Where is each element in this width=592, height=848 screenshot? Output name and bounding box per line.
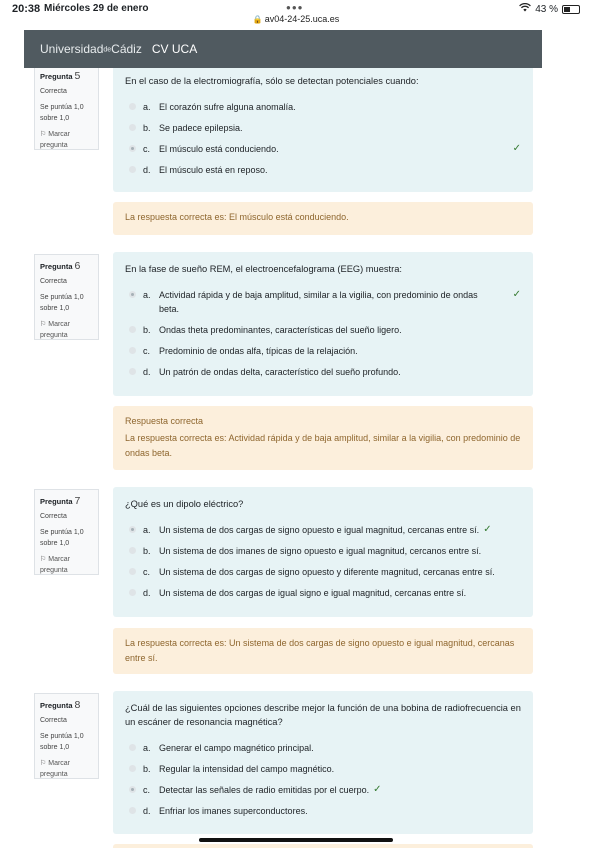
- answer-option-a[interactable]: a. El corazón sufre alguna anomalía.: [125, 100, 521, 114]
- question-number: Pregunta 6: [40, 260, 81, 272]
- question-info-5: [34, 68, 99, 150]
- answer-option-b[interactable]: b. Regular la intensidad del campo magnético.: [125, 762, 521, 776]
- question-state: Correcta: [40, 278, 67, 285]
- battery-percent: 43 %: [535, 3, 558, 15]
- radio-button-selected[interactable]: [129, 526, 136, 533]
- flag-question-link[interactable]: ⚐ Marcar pregunta: [40, 556, 71, 574]
- flag-icon: ⚐: [40, 131, 47, 138]
- answer-option-c[interactable]: c. Un sistema de dos cargas de signo opuesto y diferente magnitud, cercanas entre sí.: [125, 565, 521, 579]
- quiz-review-content: [0, 68, 592, 848]
- answer-option-d[interactable]: d. Enfriar los imanes superconductores.: [125, 804, 521, 818]
- radio-button[interactable]: [129, 547, 136, 554]
- url-text: av04-24-25.uca.es: [264, 14, 340, 24]
- answer-option-d[interactable]: d. Un sistema de dos cargas de igual signo e igual magnitud, cercanas entre sí.: [125, 586, 521, 600]
- question-info-8: [34, 693, 99, 779]
- flag-question-link[interactable]: ⚐ Marcar pregunta: [40, 760, 71, 778]
- question-grade: Se puntúa 1,0 sobre 1,0: [40, 529, 84, 547]
- radio-button[interactable]: [129, 568, 136, 575]
- multitask-dots-icon[interactable]: ●●●: [286, 3, 304, 12]
- question-grade: Se puntúa 1,0 sobre 1,0: [40, 104, 84, 122]
- check-icon: ✓: [512, 289, 521, 300]
- question-state: Correcta: [40, 88, 67, 95]
- address-bar[interactable]: [0, 14, 592, 24]
- question-box-5: [113, 68, 533, 192]
- question-number: Pregunta 7: [40, 495, 81, 507]
- answer-option-a[interactable]: a. Actividad rápida y de baja amplitud, similar a la vigilia, con predominio de ondas beta. ✓: [125, 288, 521, 316]
- answer-list: [125, 523, 521, 600]
- radio-button[interactable]: [129, 807, 136, 814]
- radio-button[interactable]: [129, 744, 136, 751]
- flag-icon: ⚐: [40, 760, 47, 767]
- feedback-title: Respuesta correcta: [125, 416, 204, 426]
- answer-option-a[interactable]: a. Generar el campo magnético principal.: [125, 741, 521, 755]
- feedback-box-6: [113, 406, 533, 470]
- answer-option-b[interactable]: b. Un sistema de dos imanes de signo opuesto e igual magnitud, cercanos entre sí.: [125, 544, 521, 558]
- answer-option-c[interactable]: c. Detectar las señales de radio emitidas por el cuerpo. ✓: [125, 783, 521, 797]
- radio-button-selected[interactable]: [129, 291, 136, 298]
- radio-button[interactable]: [129, 765, 136, 772]
- top-navbar: [24, 30, 542, 68]
- question-grade: Se puntúa 1,0 sobre 1,0: [40, 733, 84, 751]
- correct-answer-text: La respuesta correcta es: Actividad rápida y de baja amplitud, similar a la vigilia, con predominio de ondas beta.: [125, 433, 521, 458]
- correct-answer-text: La respuesta correcta es: Un sistema de dos cargas de signo opuesto e igual magnitud, cercanas entre sí.: [125, 638, 515, 663]
- site-name[interactable]: CV UCA: [151, 42, 198, 56]
- question-grade: Se puntúa 1,0 sobre 1,0: [40, 294, 84, 312]
- answer-option-c[interactable]: c. Predominio de ondas alfa, típicas de la relajación.: [125, 344, 521, 358]
- answer-option-b[interactable]: b. Ondas theta predominantes, características del sueño ligero.: [125, 323, 521, 337]
- radio-button[interactable]: [129, 589, 136, 596]
- question-box-7: [113, 487, 533, 617]
- radio-button[interactable]: [129, 124, 136, 131]
- answer-option-d[interactable]: d. Un patrón de ondas delta, característico del sueño profundo.: [125, 365, 521, 379]
- status-time: 20:38: [12, 3, 41, 15]
- question-text: En la fase de sueño REM, el electroencefalograma (EEG) muestra:: [125, 264, 402, 274]
- check-icon: ✓: [483, 524, 492, 535]
- answer-option-b[interactable]: b. Se padece epilepsia.: [125, 121, 521, 135]
- answer-option-c[interactable]: c. El músculo está conduciendo. ✓: [125, 142, 521, 156]
- question-state: Correcta: [40, 513, 67, 520]
- answer-option-d[interactable]: d. El músculo está en reposo.: [125, 163, 521, 177]
- feedback-box-7: [113, 628, 533, 674]
- status-right: [519, 3, 580, 15]
- flag-icon: ⚐: [40, 321, 47, 328]
- status-bar: [0, 0, 592, 30]
- radio-button-selected[interactable]: [129, 786, 136, 793]
- answer-option-a[interactable]: a. Un sistema de dos cargas de signo opuesto e igual magnitud, cercanas entre sí. ✓: [125, 523, 521, 537]
- question-info-6: [34, 254, 99, 340]
- question-text: ¿Qué es un dipolo eléctrico?: [125, 499, 244, 509]
- flag-question-link[interactable]: ⚐ Marcar pregunta: [40, 131, 71, 149]
- radio-button[interactable]: [129, 166, 136, 173]
- wifi-icon: [519, 3, 531, 15]
- feedback-box-8: [113, 844, 533, 848]
- question-number: Pregunta 8: [40, 699, 81, 711]
- check-icon: ✓: [512, 143, 521, 154]
- correct-answer-text: La respuesta correcta es: El músculo está conduciendo.: [125, 212, 349, 222]
- feedback-box-5: [113, 202, 533, 235]
- answer-list: [125, 741, 521, 818]
- question-box-6: [113, 252, 533, 396]
- check-icon: ✓: [373, 784, 382, 795]
- lock-icon: 🔒: [252, 15, 263, 24]
- flag-question-link[interactable]: ⚐ Marcar pregunta: [40, 321, 71, 339]
- question-number: Pregunta 5: [40, 70, 81, 82]
- answer-list: [125, 100, 521, 177]
- radio-button[interactable]: [129, 368, 136, 375]
- question-state: Correcta: [40, 717, 67, 724]
- radio-button[interactable]: [129, 326, 136, 333]
- radio-button[interactable]: [129, 347, 136, 354]
- status-date: Miércoles 29 de enero: [44, 3, 149, 14]
- question-text: En el caso de la electromiografía, sólo se detectan potenciales cuando:: [125, 76, 419, 86]
- home-indicator[interactable]: [199, 838, 393, 842]
- question-info-7: [34, 489, 99, 575]
- answer-list: [125, 288, 521, 379]
- flag-icon: ⚐: [40, 556, 47, 563]
- radio-button[interactable]: [129, 103, 136, 110]
- battery-icon: [562, 5, 580, 14]
- question-text: ¿Cuál de las siguientes opciones describe mejor la función de una bobina de radiofrecuencia en un escáner de resonancia magnética?: [125, 703, 521, 727]
- university-logo[interactable]: UniversidaddeCádiz: [40, 42, 142, 56]
- radio-button-selected[interactable]: [129, 145, 136, 152]
- question-box-8: [113, 691, 533, 834]
